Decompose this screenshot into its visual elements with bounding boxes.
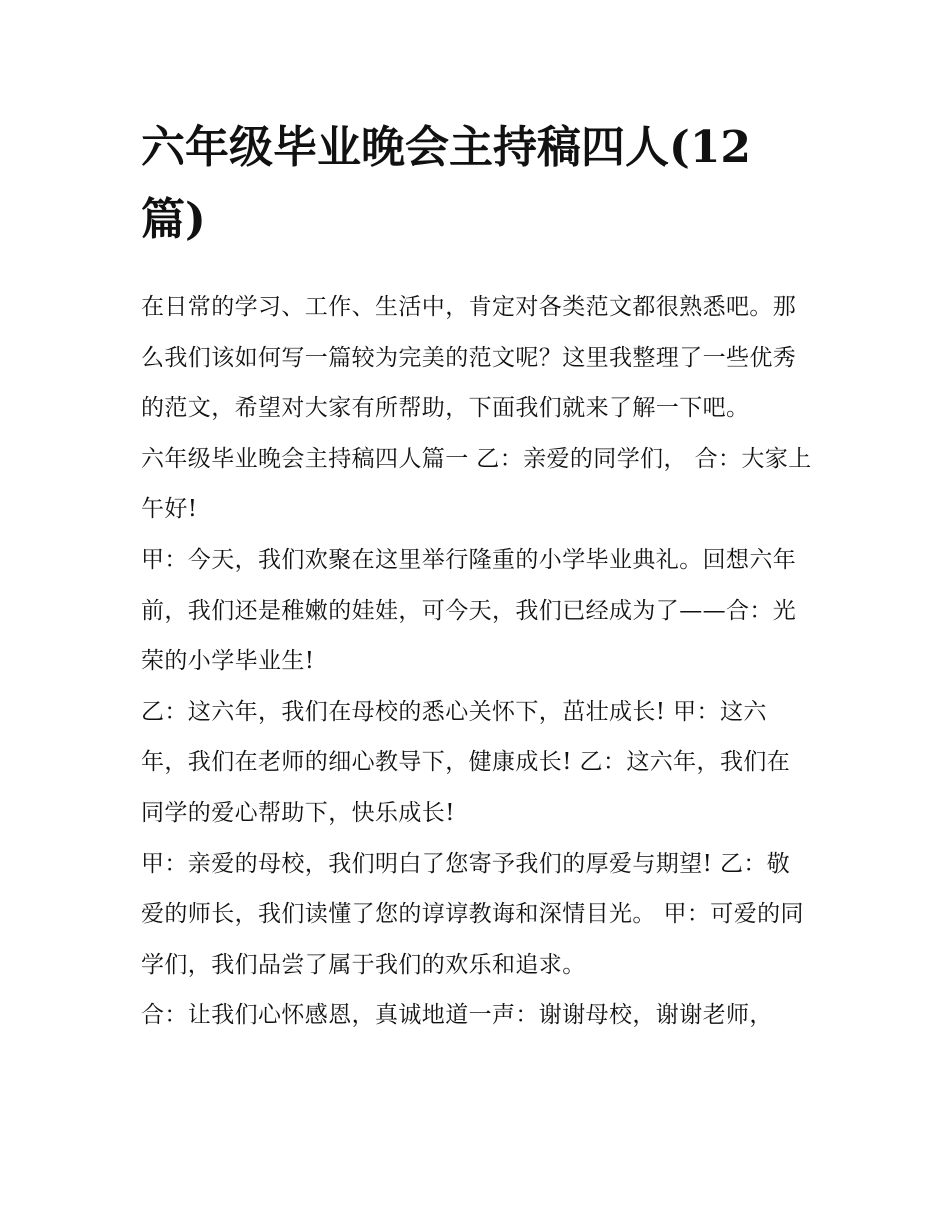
intro-paragraph: 在日常的学习、工作、生活中，肯定对各类范文都很熟悉吧。那么我们该如何写一篇较为完美的范文呢？这里我整理了一些优秀的范文，希望对大家有所帮助，下面我们就来了解一下吧。 bbox=[141, 294, 797, 422]
paragraph-six-years: 乙：这六年，我们在母校的悉心关怀下，茁壮成长! 甲：这六年，我们在老师的细心教导下，健康成长! 乙：这六年，我们在同学的爱心帮助下，快乐成长! bbox=[141, 698, 791, 826]
document-body bbox=[141, 112, 813, 1041]
paragraph-ceremony-intro: 甲：今天，我们欢聚在这里举行隆重的小学毕业典礼。回想六年前，我们还是稚嫩的娃娃，可今天，我们已经成为了——合：光荣的小学毕业生! bbox=[141, 546, 797, 675]
paragraph-opening-greeting: 六年级毕业晚会主持稿四人篇一 乙：亲爱的同学们， 合：大家上午好! bbox=[141, 445, 812, 523]
paragraph-thanks: 合：让我们心怀感恩，真诚地道一声：谢谢母校，谢谢老师， bbox=[141, 1002, 773, 1029]
paragraph-gratitude: 甲：亲爱的母校，我们明白了您寄予我们的厚爱与期望! 乙：敬爱的师长，我们读懂了您的谆谆教诲和深情目光。 甲：可爱的同学们，我们品尝了属于我们的欢乐和追求。 bbox=[141, 850, 804, 978]
document-title: 六年级毕业晚会主持稿四人(12篇) bbox=[141, 122, 752, 245]
